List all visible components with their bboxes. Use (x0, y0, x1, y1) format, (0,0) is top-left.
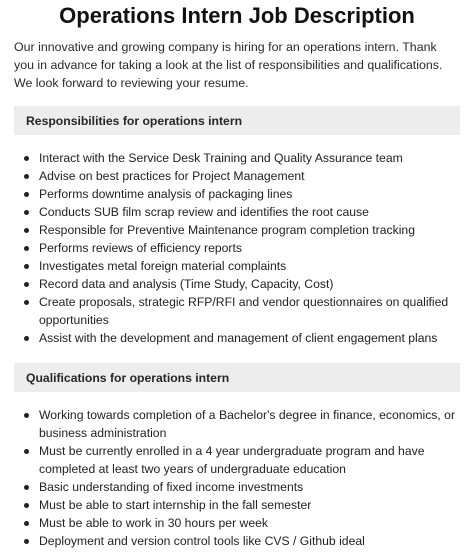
bullet-icon (24, 521, 29, 526)
bullet-icon (24, 539, 29, 544)
list-item-text: Conducts SUB film scrap review and identifies the root cause (39, 205, 369, 219)
list-item-text: Basic understanding of fixed income investments (39, 480, 304, 494)
bullet-icon (24, 156, 29, 161)
list-item (14, 203, 460, 221)
list-item (14, 239, 460, 257)
responsibilities-heading: Responsibilities for operations intern (14, 106, 460, 135)
list-item-text: Performs reviews of efficiency reports (39, 241, 242, 255)
list-item (14, 329, 460, 347)
list-item-text: Investigates metal foreign material complaints (39, 259, 287, 273)
list-item (14, 478, 460, 496)
list-item-text: Create proposals, strategic RFP/RFI and vendor questionnaires on qualified opportunities (39, 295, 449, 327)
list-item-text: Deployment and version control tools like CVS / Github ideal (39, 534, 365, 548)
list-item (14, 185, 460, 203)
bullet-icon (24, 485, 29, 490)
list-item (14, 275, 460, 293)
bullet-icon (24, 300, 29, 305)
list-item-text: Performs downtime analysis of packaging lines (39, 187, 293, 201)
bullet-icon (24, 449, 29, 454)
bullet-icon (24, 246, 29, 251)
list-item-text: Must be able to work in 30 hours per week (39, 516, 268, 530)
intro-paragraph: Our innovative and growing company is hiring for an operations intern. Thank you in advance for taking a look at the list of responsibilities and qualifications. We look forward to reviewing your resume. (14, 40, 443, 90)
bullet-icon (24, 174, 29, 179)
list-item-text: Must be currently enrolled in a 4 year undergraduate program and have completed at least two years of undergraduate education (39, 444, 425, 476)
list-item-text: Working towards completion of a Bachelor's degree in finance, economics, or business administration (39, 408, 456, 440)
list-item (14, 442, 460, 478)
list-item (14, 257, 460, 275)
list-item (14, 167, 460, 185)
qualifications-list (14, 406, 460, 550)
list-item-text: Interact with the Service Desk Training and Quality Assurance team (39, 151, 403, 165)
responsibilities-list (14, 149, 460, 347)
list-item (14, 406, 460, 442)
list-item (14, 149, 460, 167)
bullet-icon (24, 413, 29, 418)
list-item (14, 514, 460, 532)
qualifications-heading: Qualifications for operations intern (14, 363, 460, 392)
list-item-text: Assist with the development and management of client engagement plans (39, 331, 438, 345)
list-item-text: Advise on best practices for Project Management (39, 169, 305, 183)
list-item-text: Record data and analysis (Time Study, Capacity, Cost) (39, 277, 334, 291)
bullet-icon (24, 503, 29, 508)
bullet-icon (24, 210, 29, 215)
page-title: Operations Intern Job Description (59, 3, 415, 28)
bullet-icon (24, 228, 29, 233)
list-item (14, 293, 460, 329)
list-item-text: Responsible for Preventive Maintenance program completion tracking (39, 223, 415, 237)
bullet-icon (24, 192, 29, 197)
list-item (14, 221, 460, 239)
bullet-icon (24, 264, 29, 269)
list-item (14, 532, 460, 550)
bullet-icon (24, 336, 29, 341)
list-item (14, 496, 460, 514)
list-item-text: Must be able to start internship in the fall semester (39, 498, 312, 512)
bullet-icon (24, 282, 29, 287)
